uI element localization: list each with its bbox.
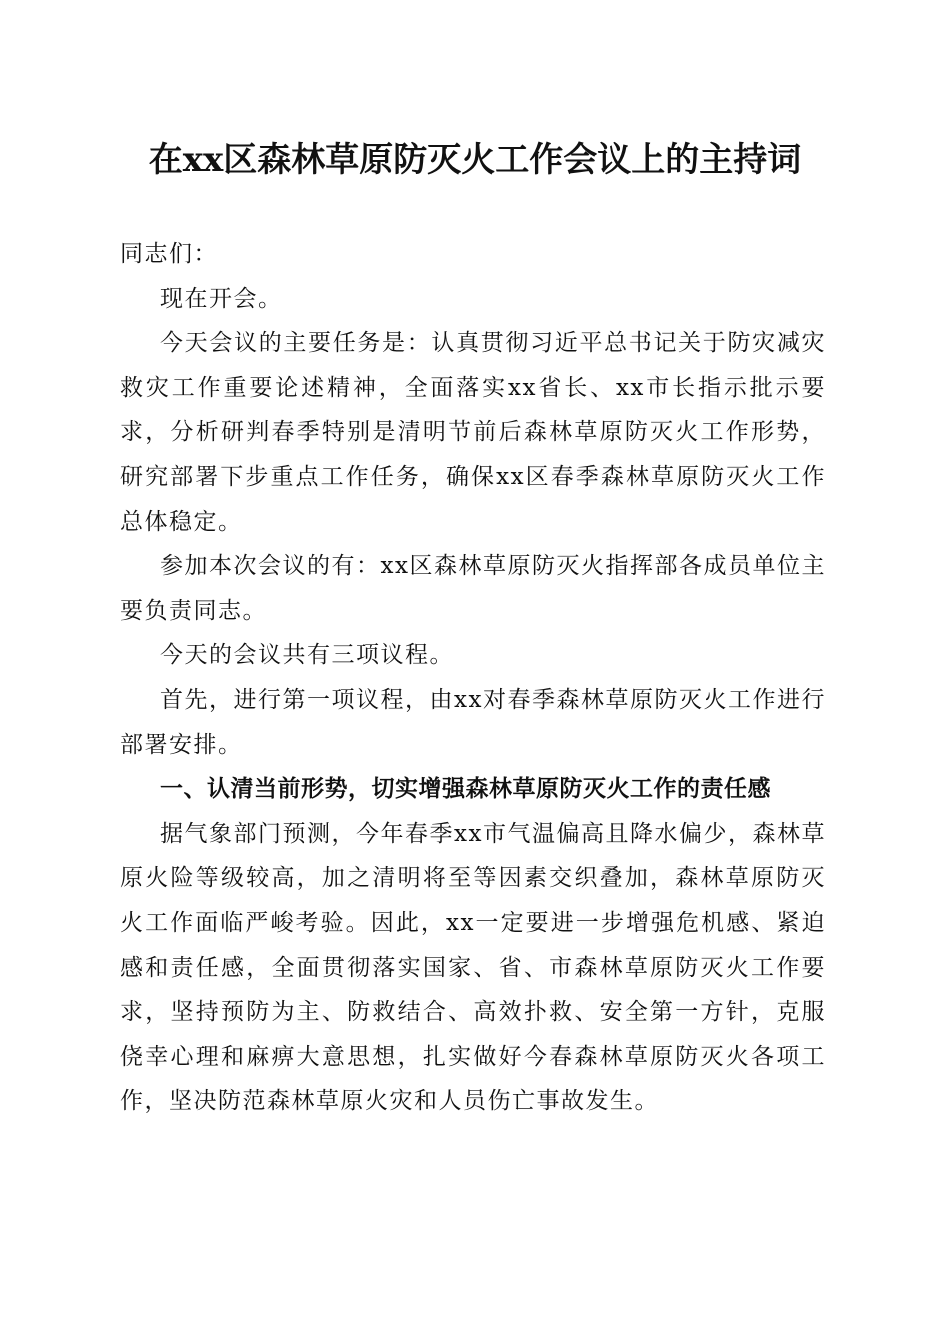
paragraph-opening: 现在开会。	[160, 285, 283, 312]
paragraph-attendees: 参加本次会议的有：xx区森林草原防灭火指挥部各成员单位主要负责同志。	[120, 553, 826, 624]
paragraph-main-task: 今天会议的主要任务是：认真贯彻习近平总书记关于防灾减灾救灾工作重要论述精神，全面落实xx省长、xx市长指示批示要求，分析研判春季特别是清明节前后森林草原防灭火工作形势，研究部署下步重点工作任务，确保xx区春季森林草原防灭火工作总体稳定。	[120, 330, 826, 535]
document-title: 在xx区森林草原防灭火工作会议上的主持词	[148, 140, 802, 180]
document-body	[120, 232, 826, 1124]
salutation: 同志们：	[120, 241, 218, 267]
section-heading: 一、认清当前形势，切实增强森林草原防灭火工作的责任感	[160, 776, 771, 803]
paragraph-situation: 据气象部门预测，今年春季xx市气温偏高且降水偏少，森林草原火险等级较高，加之清明将至等因素交织叠加，森林草原防灭火工作面临严峻考验。因此，xx一定要进一步增强危机感、紧迫感和责任感，全面贯彻落实国家、省、市森林草原防灭火工作要求，坚持预防为主、防救结合、高效扑救、安全第一方针，克服侥幸心理和麻痹大意思想，扎实做好今春森林草原防灭火各项工作，坚决防范森林草原火灾和人员伤亡事故发生。	[120, 820, 826, 1115]
paragraph-first-agenda: 首先，进行第一项议程，由xx对春季森林草原防灭火工作进行部署安排。	[120, 686, 826, 758]
paragraph-agenda-count: 今天的会议共有三项议程。	[160, 642, 454, 669]
